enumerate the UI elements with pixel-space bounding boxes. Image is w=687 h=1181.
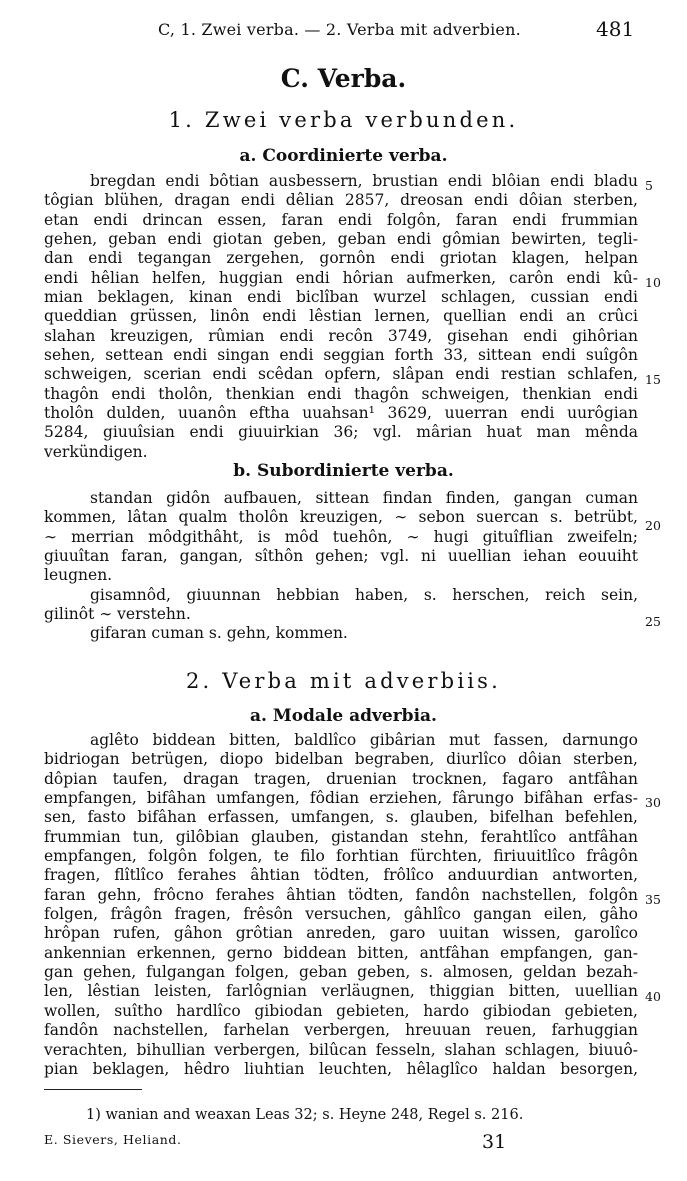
text-line: leugnen.	[44, 566, 113, 585]
paragraph-subordinierte-verba	[44, 489, 638, 644]
line-number: 10	[645, 275, 661, 290]
text-line: hrôpan rufen, gâhon grôtian anreden, garo uuitan wissen, garolîco	[44, 924, 638, 943]
text-line: gan gehen, fulgangan folgen, geban geben, s. almosen, geldan bezah-	[44, 963, 638, 982]
text-line: verachten, bihullian verbergen, bilûcan fesseln, slahan schlagen, biuuô-	[44, 1040, 638, 1059]
text-line: aglêto biddean bitten, baldlîco gibârian mut fassen, darnungo	[90, 731, 638, 749]
text-line: frummian tun, gilôbian glauben, gistandan stehn, ferahtlîco antfâhan	[44, 827, 638, 846]
line-number: 25	[645, 614, 661, 629]
page-number: 481	[596, 17, 635, 41]
text-line: tholôn dulden, uuanôn eftha uuahsan¹ 3629, uuerran endi uurôgian	[44, 404, 638, 423]
text-line: wollen, suîtho hardlîco gibiodan gebieten, hardo gibiodan gebieten,	[44, 1001, 638, 1020]
section-heading-1: 1. Zwei verba verbunden.	[168, 108, 519, 132]
text-line: kommen, lâtan qualm tholôn kreuzigen, ∼ sebon suercan s. betrübt,	[44, 508, 638, 527]
text-line: ankennian erkennen, gerno biddean bitten, antfâhan empfangen, gan-	[44, 943, 638, 962]
paragraph-modale-adverbia	[44, 731, 638, 1079]
line-number: 15	[645, 372, 661, 387]
footnote-rule	[44, 1089, 142, 1090]
paragraph-coordinierte-verba	[44, 172, 638, 462]
text-line: giuuîtan faran, gangan, sîthôn gehen; vgl. ni uuellian iehan eouuiht	[44, 547, 638, 566]
text-line: sehen, settean endi singan endi seggian forth 33, sittean endi suîgôn	[44, 346, 638, 365]
running-header: C, 1. Zwei verba. — 2. Verba mit adverbien.	[158, 20, 521, 39]
text-line: schweigen, scerian endi scêdan opfern, slâpan endi restian schlafen,	[44, 365, 638, 384]
text-line: bidriogan betrügen, diopo bidelban begraben, diurlîco dôian sterben,	[44, 750, 638, 769]
subsection-heading-2a: a. Modale adverbia.	[250, 706, 437, 726]
chapter-heading: C. Verba.	[280, 64, 407, 93]
text-line: standan gidôn aufbauen, sittean findan finden, gangan cuman	[90, 489, 638, 507]
text-line: slahan kreuzigen, rûmian endi recôn 3749, gisehan endi gihôrian	[44, 326, 638, 345]
text-line: pian beklagen, hêdro liuhtian leuchten, hêlaglîco haldan besorgen,	[44, 1059, 638, 1078]
text-line: mian beklagen, kinan endi biclîban wurzel schlagen, cussian endi	[44, 288, 638, 307]
text-line: len, lêstian leisten, farlôgnian verläugnen, thiggian bitten, uuellian	[44, 982, 638, 1001]
text-line: fragen, flîtlîco ferahes âhtian tödten, frôlîco anduurdian antworten,	[44, 866, 638, 885]
line-number: 40	[645, 989, 661, 1004]
line-number: 20	[645, 518, 661, 533]
footnote: 1) wanian and weaxan Leas 32; s. Heyne 248, Regel s. 216.	[86, 1107, 524, 1123]
line-number: 35	[645, 892, 661, 907]
text-line: etan endi drincan essen, faran endi folgôn, faran endi frummian	[44, 210, 638, 229]
text-line: dan endi tegangan zergehen, gornôn endi griotan klagen, helpan	[44, 249, 638, 268]
text-line: queddian grüssen, linôn endi lêstian lernen, quellian endi an crûci	[44, 307, 638, 326]
line-number: 30	[645, 795, 661, 810]
text-line: folgen, frâgôn fragen, frêsôn versuchen, gâhlîco gangan eilen, gâho	[44, 905, 638, 924]
text-line: sen, fasto bifâhan erfassen, umfangen, s. glauben, bifelhan befehlen,	[44, 808, 638, 827]
text-line: gehen, geban endi giotan geben, geban endi gômian bewirten, tegli-	[44, 230, 638, 249]
text-line: ∼ merrian môdgithâht, is môd tuehôn, ∼ hugi gituîflian zweifeln;	[44, 527, 638, 546]
footer-author-line: E. Sievers, Heliand.	[44, 1132, 182, 1147]
text-line: gisamnôd, giuunnan hebbian haben, s. herschen, reich sein,	[90, 585, 638, 604]
text-line: tôgian blühen, dragan endi dêlian 2857, dreosan endi dôian sterben,	[44, 191, 638, 210]
text-line: verkündigen.	[44, 442, 148, 461]
text-line: 5284, giuuîsian endi giuuirkian 36; vgl. mârian huat man mênda	[44, 423, 638, 442]
text-line: dôpian taufen, dragan tragen, druenian trocknen, fagaro antfâhan	[44, 769, 638, 788]
text-line: thagôn endi tholôn, thenkian endi thagôn schweigen, thenkian endi	[44, 384, 638, 403]
text-line: gifaran cuman s. gehn, kommen.	[90, 624, 348, 643]
text-line: fandôn nachstellen, farhelan verbergen, hreuuan reuen, farhuggian	[44, 1021, 638, 1040]
subsection-heading-1b: b. Subordinierte verba.	[233, 461, 454, 481]
text-line: endi hêlian helfen, huggian endi hôrian aufmerken, carôn endi kû-	[44, 268, 638, 287]
text-line: gilinôt ∼ verstehn.	[44, 605, 191, 624]
text-line: faran gehn, frôcno ferahes âhtian tödten, fandôn nachstellen, folgôn	[44, 885, 638, 904]
text-line: bregdan endi bôtian ausbessern, brustian endi blôian endi bladu	[90, 172, 638, 190]
section-heading-2: 2. Verba mit adverbiis.	[185, 669, 502, 693]
line-number: 5	[645, 178, 653, 193]
text-line: empfangen, bifâhan umfangen, fôdian erziehen, fârungo bifâhan erfas-	[44, 789, 638, 808]
signature-mark: 31	[482, 1131, 507, 1153]
subsection-heading-1a: a. Coordinierte verba.	[239, 146, 448, 166]
text-line: empfangen, folgôn folgen, te filo forhtian fürchten, firiuuitlîco frâgôn	[44, 847, 638, 866]
